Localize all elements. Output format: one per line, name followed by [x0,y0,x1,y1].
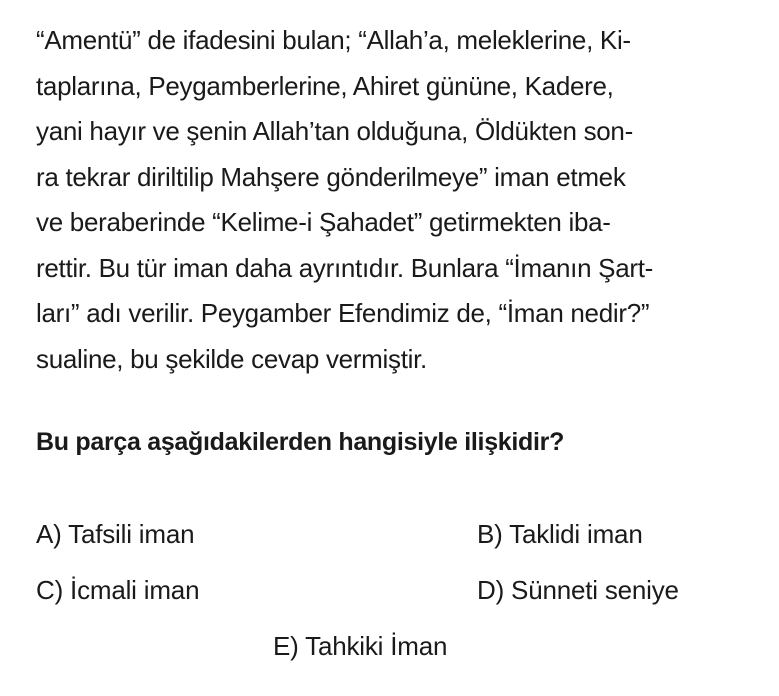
passage-line: taplarına, Peygamberlerine, Ahiret gününe, Kadere, [36,70,614,101]
passage-line: sualine, bu şekilde cevap vermiştir. [36,343,427,374]
passage-line: ra tekrar diriltilip Mahşere gönderilmeye” iman etmek [36,161,626,192]
passage-line: yani hayır ve şenin Allah’tan olduğuna, Öldükten son- [36,116,633,146]
option-a[interactable]: A) Tafsili iman [36,519,195,549]
option-c[interactable]: C) İcmali iman [36,575,200,605]
passage-line: ve beraberinde “Kelime-i Şahadet” getirmekten iba- [36,207,611,237]
passage-line: rettir. Bu tür iman daha ayrıntıdır. Bunlara “İmanın Şart- [36,252,653,283]
passage-text [36,18,736,382]
option-b[interactable]: B) Taklidi iman [477,519,643,549]
question-text: Bu parça aşağıdakilerden hangisiyle ilişkidir? [36,428,565,456]
passage-line: ları” adı verilir. Peygamber Efendimiz de, “İman nedir?” [36,298,650,328]
passage-line: “Amentü” de ifadesini bulan; “Allah’a, meleklerine, Ki- [36,25,631,55]
option-e[interactable]: E) Tahkiki İman [273,631,448,661]
option-d[interactable]: D) Sünneti seniye [477,575,679,605]
